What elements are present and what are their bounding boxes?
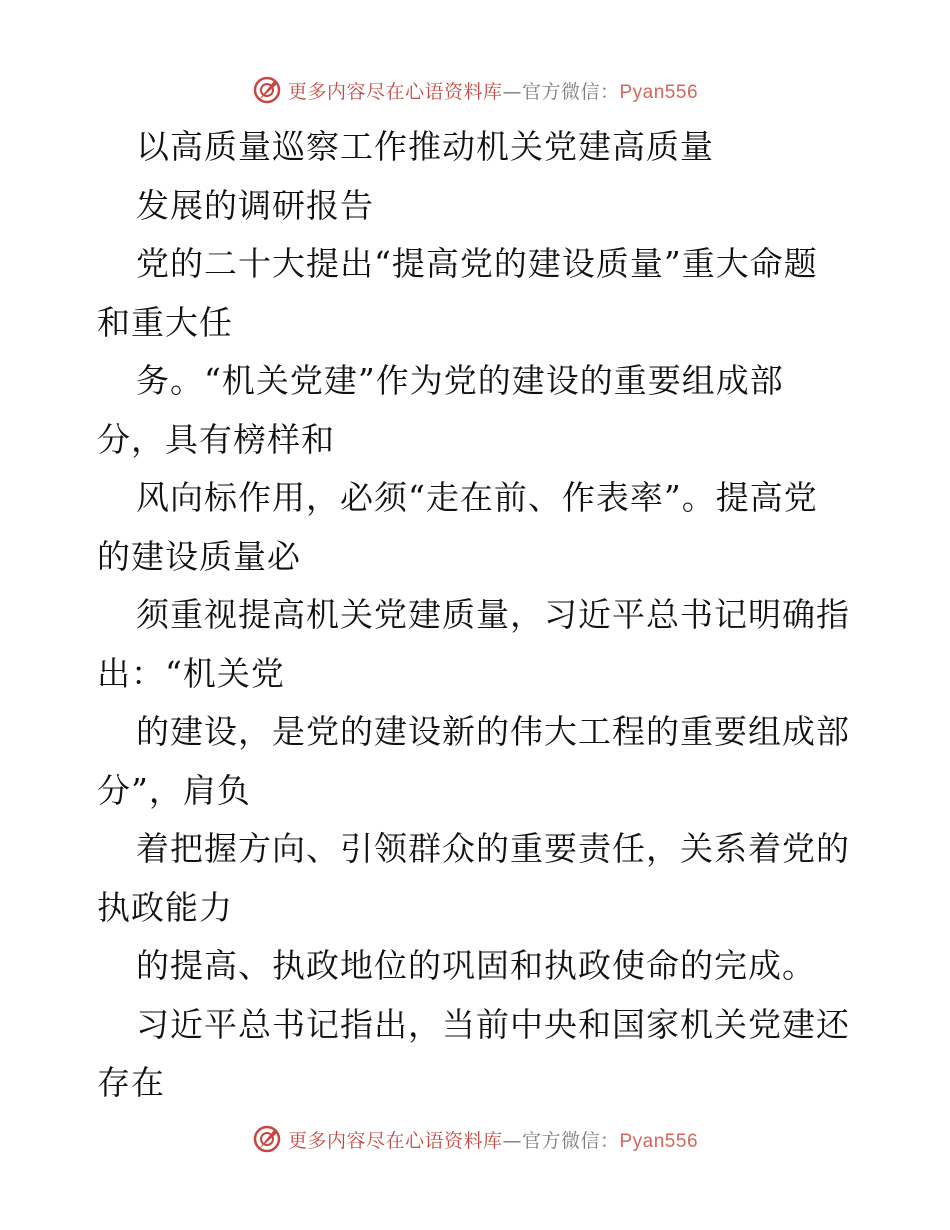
text-line: 以高质量巡察工作推动机关党建高质量: [136, 127, 714, 166]
text-line: 着把握方向、引领群众的重要责任，关系着党的: [136, 829, 850, 868]
text-line: 和重大任: [97, 302, 233, 342]
quill-circle-logo-icon: [252, 75, 282, 105]
quill-circle-logo-icon: [252, 1124, 282, 1154]
text-line: 分”，肩负: [97, 770, 251, 810]
text-line: 须重视提高机关党建质量，习近平总书记明确指: [136, 595, 850, 634]
watermark-id: Pyan556: [619, 1130, 699, 1152]
text-line: 的建设，是党的建设新的伟大工程的重要组成部: [136, 712, 850, 751]
watermark-text: [288, 1126, 698, 1153]
text-line: 务。“机关党建”作为党的建设的重要组成部: [136, 361, 784, 400]
header-watermark: [0, 70, 950, 110]
text-line: 发展的调研报告: [136, 185, 374, 225]
watermark-middle: —官方微信：: [502, 80, 620, 103]
text-line: 的提高、执政地位的巩固和执政使命的完成。: [136, 946, 816, 985]
watermark-prefix: 更多内容尽在心语资料库: [287, 80, 503, 103]
text-line: 分，具有榜样和: [97, 419, 335, 459]
text-line: 的建设质量必: [97, 536, 301, 576]
watermark-prefix: 更多内容尽在心语资料库: [287, 1129, 503, 1152]
text-line: 存在: [97, 1063, 165, 1102]
footer-watermark: [0, 1119, 950, 1159]
text-line: 党的二十大提出“提高党的建设质量”重大命题: [136, 244, 818, 283]
watermark-text: [288, 77, 698, 104]
text-line: 风向标作用，必须“走在前、作表率”。提高党: [136, 478, 818, 517]
text-line: 习近平总书记指出，当前中央和国家机关党建还: [136, 1004, 850, 1044]
text-line: 出：“机关党: [97, 653, 285, 693]
watermark-middle: —官方微信：: [502, 1129, 620, 1152]
watermark-id: Pyan556: [619, 81, 699, 103]
document-body: [97, 118, 867, 1113]
text-line: 执政能力: [97, 887, 233, 927]
